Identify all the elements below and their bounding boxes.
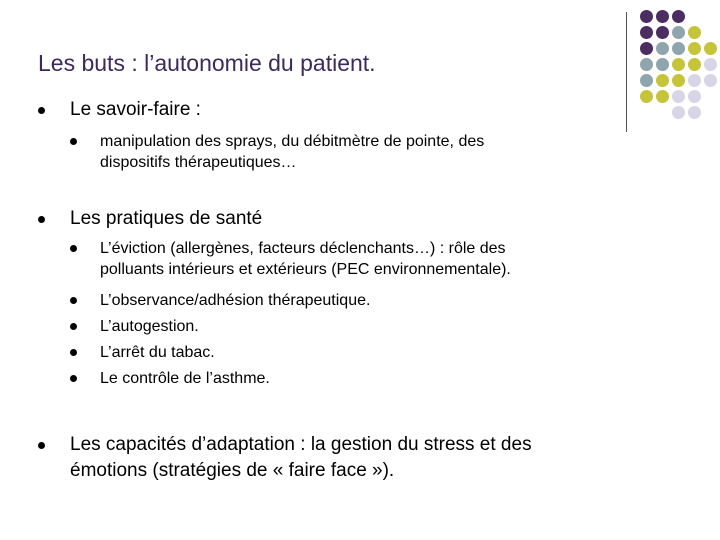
dot	[672, 42, 685, 55]
dot	[672, 90, 685, 103]
sub-bullet-line: L’éviction (allergènes, facteurs déclenchants…) : rôle des	[100, 240, 506, 257]
bullet-icon	[70, 245, 77, 252]
dot	[656, 26, 669, 39]
dot	[656, 10, 669, 23]
dot	[640, 26, 653, 39]
sub-bullet-line: manipulation des sprays, du débitmètre de pointe, des	[100, 133, 485, 150]
sub-bullet-line: Le contrôle de l’asthme.	[100, 370, 270, 387]
slide-title: Les buts : l’autonomie du patient.	[38, 50, 376, 76]
bullet-savoir-faire: Le savoir-faire :	[70, 99, 201, 120]
dot	[672, 26, 685, 39]
dot	[672, 106, 685, 119]
dot	[704, 74, 717, 87]
bullet-capacites-adaptation-line2: émotions (stratégies de « faire face »).	[70, 460, 395, 481]
dot	[672, 74, 685, 87]
dot	[656, 42, 669, 55]
sub-bullet-line: L’arrêt du tabac.	[100, 344, 215, 361]
dot	[704, 42, 717, 55]
dot	[688, 42, 701, 55]
dot	[640, 90, 653, 103]
sub-bullet-line: L’autogestion.	[100, 318, 199, 335]
bullet-capacites-adaptation: Les capacités d’adaptation : la gestion du stress et des	[70, 434, 532, 455]
sub-bullet-line: polluants intérieurs et extérieurs (PEC environnementale).	[100, 261, 511, 278]
dot	[656, 90, 669, 103]
decorative-dot-grid	[640, 10, 720, 122]
bullet-icon	[38, 442, 45, 449]
divider-line	[626, 12, 627, 132]
dot	[672, 58, 685, 71]
bullet-icon	[70, 297, 77, 304]
sub-bullet-line: dispositifs thérapeutiques…	[100, 154, 297, 171]
dot	[688, 74, 701, 87]
bullet-icon	[38, 216, 45, 223]
dot	[640, 42, 653, 55]
bullet-pratiques-sante: Les pratiques de santé	[70, 208, 263, 229]
dot	[688, 106, 701, 119]
dot	[656, 58, 669, 71]
sub-bullet-line: L’observance/adhésion thérapeutique.	[100, 292, 371, 309]
bullet-icon	[70, 349, 77, 356]
dot	[688, 90, 701, 103]
dot	[656, 74, 669, 87]
bullet-icon	[38, 107, 45, 114]
bullet-icon	[70, 375, 77, 382]
bullet-icon	[70, 323, 77, 330]
dot	[672, 10, 685, 23]
dot	[640, 58, 653, 71]
dot	[640, 10, 653, 23]
dot	[704, 58, 717, 71]
dot	[640, 74, 653, 87]
bullet-icon	[70, 138, 77, 145]
dot	[688, 58, 701, 71]
dot	[688, 26, 701, 39]
